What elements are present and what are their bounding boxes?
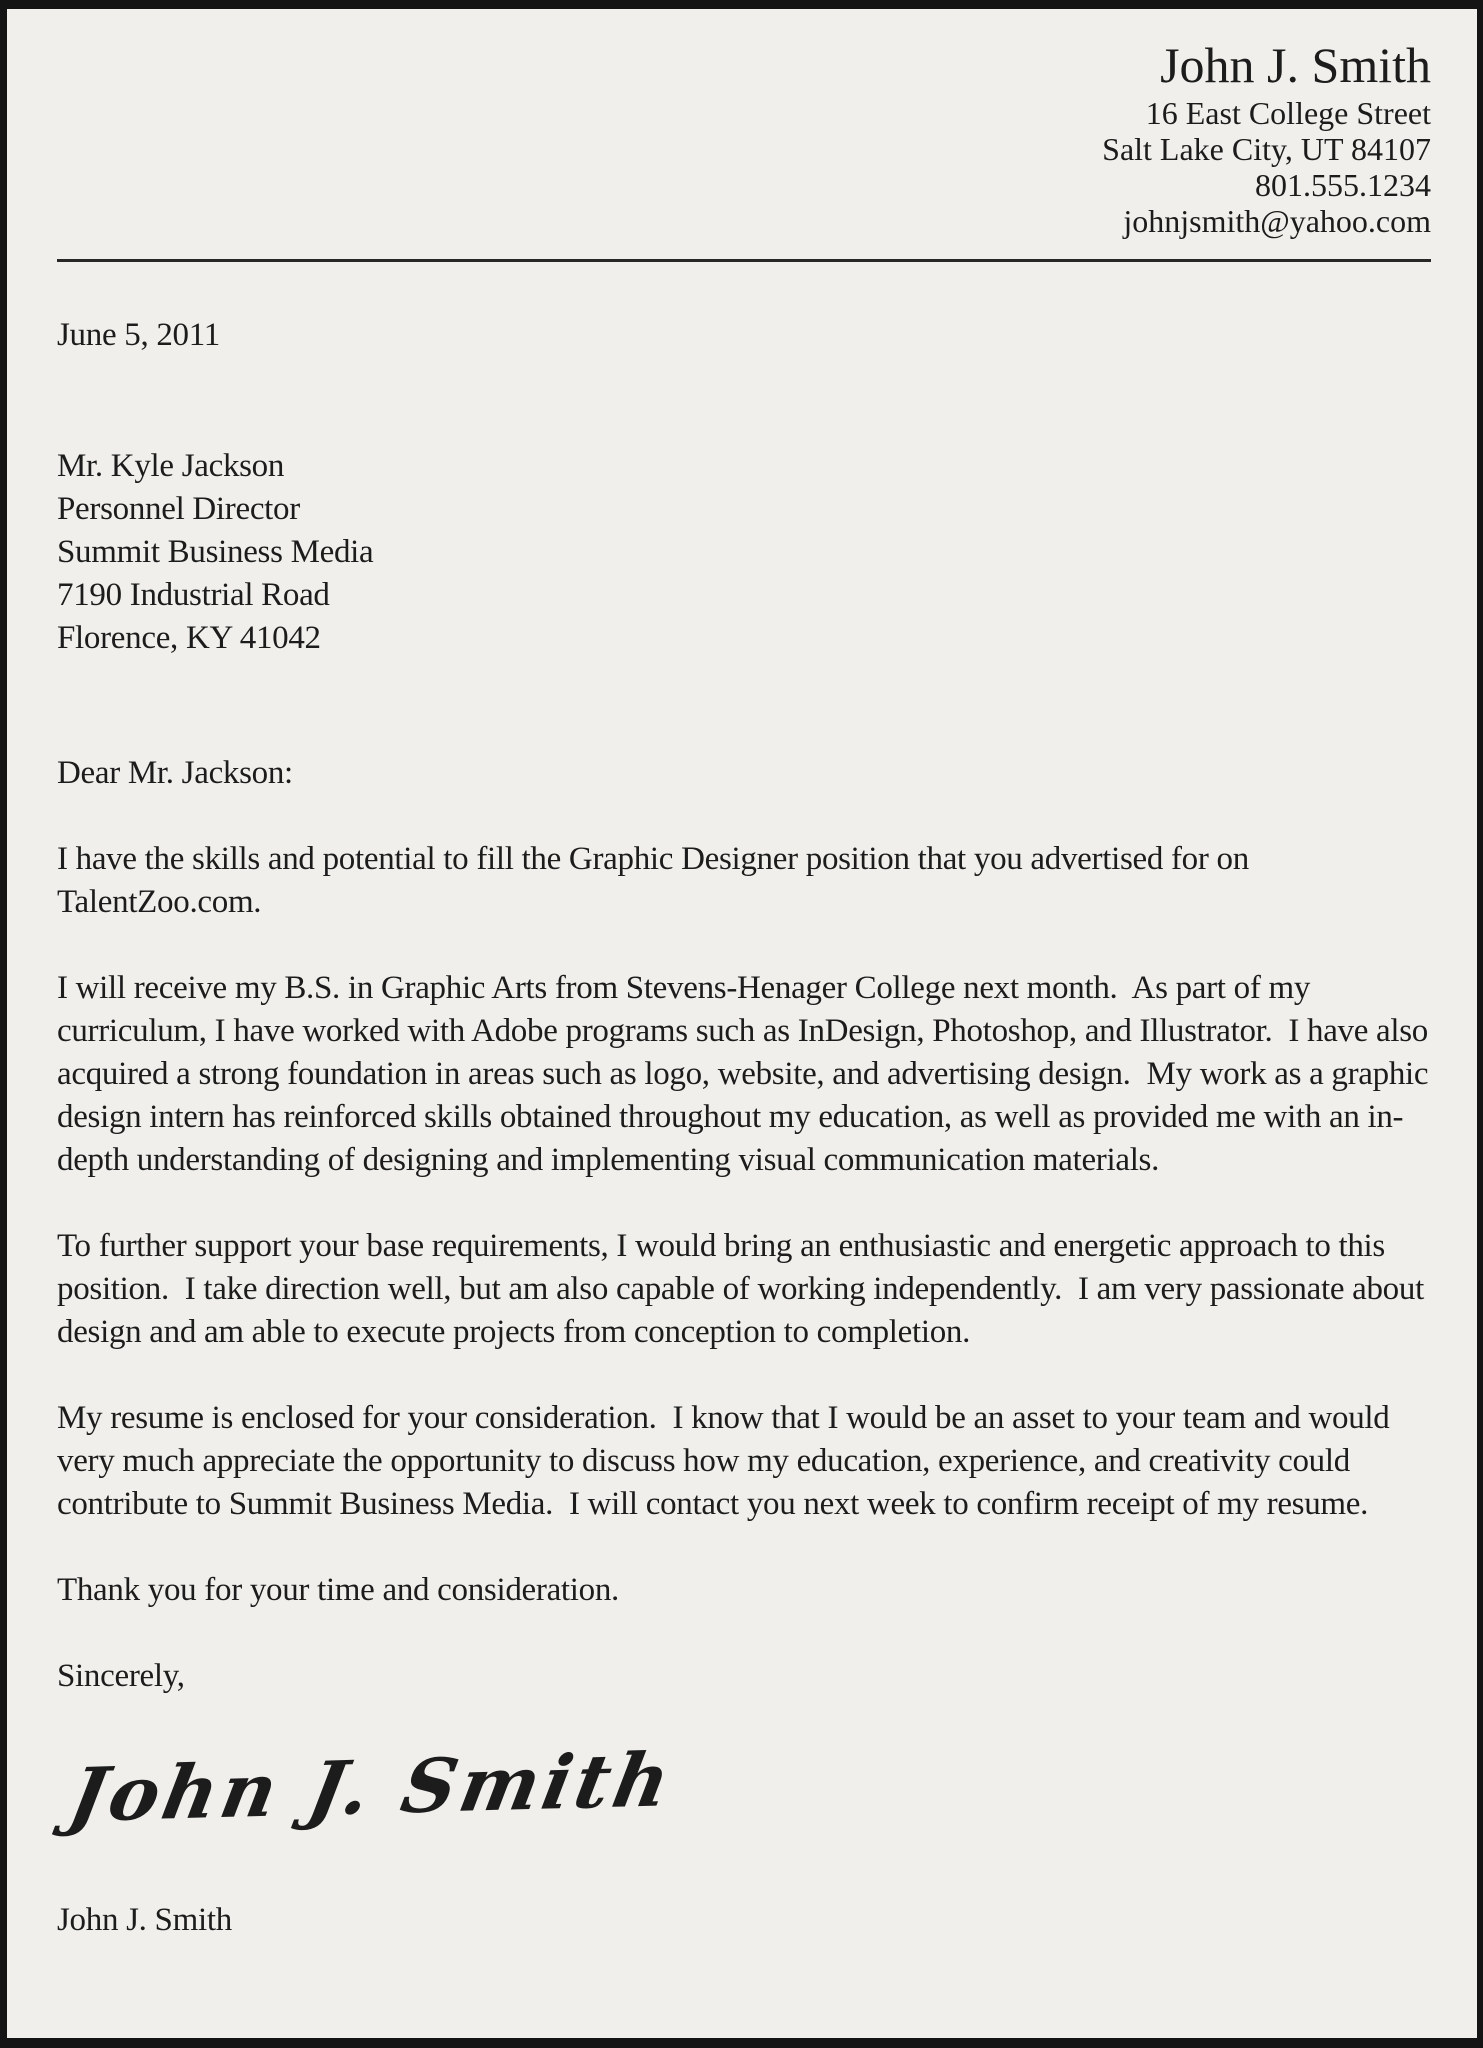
typed-name: John J. Smith (57, 1901, 232, 1938)
paragraph-intro: I have the skills and potential to fill the Graphic Designer position that you advertised for on TalentZoo.com. (57, 840, 1257, 920)
letter-body (57, 314, 1437, 1942)
recipient-company: Summit Business Media (57, 533, 374, 570)
recipient-name: Mr. Kyle Jackson (57, 447, 285, 484)
recipient-block (57, 445, 1431, 660)
header-divider (57, 259, 1431, 262)
sender-name: John J. Smith (1160, 37, 1431, 93)
sender-address-street: 16 East College Street (1145, 94, 1431, 131)
closing: Sincerely, (57, 1657, 185, 1694)
handwritten-signature: John J. Smith (62, 1736, 681, 1839)
paragraph-thanks: Thank you for your time and consideration. (57, 1571, 620, 1608)
recipient-title: Personnel Director (57, 490, 300, 527)
sender-email: johnjsmith@yahoo.com (1123, 202, 1431, 239)
recipient-street: 7190 Industrial Road (57, 576, 330, 613)
paragraph-qualities: To further support your base requirements, I would bring an enthusiastic and energetic approach to this position. I take direction well, but am also capable of working independently. I am very passionate about design and am able to execute projects from conception to completion. (57, 1227, 1432, 1350)
sender-phone: 801.555.1234 (1255, 166, 1431, 203)
paragraph-education: I will receive my B.S. in Graphic Arts from Stevens-Henager College next month. As part of my curriculum, I have worked with Adobe programs such as InDesign, Photoshop, and Illustrator. I have also acquired a strong foundation in areas such as logo, website, and advertising design. My work as a graphic design intern has reinforced skills obtained throughout my education, as well as provided me with an in-depth understanding of designing and implementing visual communication materials. (57, 969, 1437, 1178)
sender-header (57, 37, 1431, 239)
letter-date: June 5, 2011 (57, 316, 220, 353)
recipient-city: Florence, KY 41042 (57, 619, 321, 656)
letter-paper (7, 9, 1477, 2038)
sender-address-city: Salt Lake City, UT 84107 (1102, 130, 1431, 167)
paragraph-resume: My resume is enclosed for your consideration. I know that I would be an asset to your team and would very much appreciate the opportunity to discuss how my education, experience, and creativity could contribute to Summit Business Media. I will contact you next week to confirm receipt of my resume. (57, 1399, 1398, 1522)
salutation: Dear Mr. Jackson: (57, 754, 293, 791)
